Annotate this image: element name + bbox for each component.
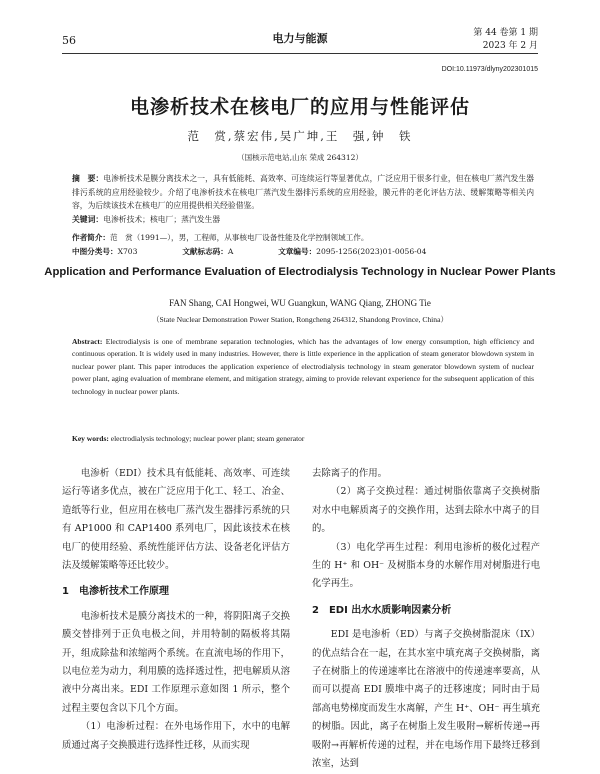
header-rule — [62, 53, 538, 54]
title-chinese: 电渗析技术在核电厂的应用与性能评估 — [129, 96, 470, 118]
doc-code-label: 文献标志码： — [182, 247, 228, 256]
body-column-right — [312, 465, 540, 774]
paragraph: EDI 是电渗析（ED）与离子交换树脂混床（IX）的优点结合在一起，在其水室中填充离子交换树脂，离子在树脂上的传递速率比在溶液中的传递速率要高，从而可以提高 EDI 膜堆中离子的迁移速度；同时由于局部高电势梯度而发生水离解，产生 H⁺、OH⁻ 再生填充的树脂。因此，离子在树脂上发生吸附→解析传递→再吸附→再解析传递的过程，并在电场作用下最终迁移到浓室，达到 — [312, 629, 540, 770]
clc-label: 中图分类号： — [72, 247, 118, 256]
keywords-en-label: Key words: — [72, 434, 109, 443]
section-heading-1: 1 电渗析技术工作原理 — [62, 586, 169, 598]
title-english: Application and Performance Evaluation of Electrodialysis Technology in Nuclear Power Plants — [44, 266, 556, 278]
affiliation-english: （State Nuclear Demonstration Power Station, Rongcheng 264312, Shandong Province, China） — [151, 315, 449, 324]
doc-code-value: A — [227, 247, 234, 256]
keywords-text: 电渗析技术；核电厂；蒸汽发生器 — [103, 214, 221, 224]
abstract-en-label: Abstract: — [72, 337, 103, 346]
page-number: 56 — [62, 34, 76, 47]
journal-name: 电力与能源 — [272, 32, 328, 45]
author-bio-label: 作者简介： — [72, 233, 110, 242]
paragraph: （3）电化学再生过程：利用电渗析的极化过程产生的 H⁺ 和 OH⁻ 及树脂本身的水解作用对树脂进行电化学再生。 — [312, 541, 540, 590]
authors-english: FAN Shang, CAI Hongwei, WU Guangkun, WANG Qiang, ZHONG Tie — [169, 298, 431, 308]
paragraph: （2）离子交换过程：通过树脂依靠离子交换树脂对水中电解质离子的交换作用，达到去除水中离子的目的。 — [312, 486, 540, 535]
paragraph: 去除离子的作用。 — [312, 468, 388, 479]
author-bio-text: 范 赏（1991—），男，工程师，从事核电厂设备性能及化学控制领域工作。 — [109, 233, 369, 242]
issue-info — [473, 27, 538, 53]
issue-date: 2023 年 2 月 — [482, 41, 538, 51]
paragraph: 电渗析技术是膜分离技术的一种，将阴阳离子交换膜交替排列于正负电极之间，并用特制的隔板将其隔开，组成除盐和浓缩两个系统。在直流电场的作用下，以电位差为动力，利用膜的选择透过性，把电解质从溶液中分离出来。EDI 工作原理示意如图 1 所示，整个过程主要包含以下几个方面。 — [62, 610, 290, 714]
abstract-label: 摘 要： — [72, 174, 104, 183]
keywords-english — [72, 434, 534, 443]
affiliation-chinese: （国核示范电站,山东 荣成 264312） — [237, 153, 363, 162]
article-no-label: 文章编号： — [278, 247, 317, 256]
abstract-en-text: Electrodialysis is one of membrane separation technologies, which has the advantages of low energy consumption, high efficiency and continuous operation. It is widely used in many industries. However, there is little experience in the application of steam generator blowdown system in nuclear power plant. This paper introduces the application experience of electrodialysis technology in steam generator blowdown system of nuclear power plant, aging evaluation of membrane element, and mitigation strategy, aiming to provide relevant experience for the subsequent application of this technology in nuclear power plants. — [72, 337, 535, 396]
classification-line — [72, 246, 534, 257]
body-column-left — [62, 465, 290, 755]
volume-issue: 第 44 卷第 1 期 — [473, 28, 538, 38]
keywords-label: 关键词： — [72, 214, 104, 224]
author-bio — [72, 232, 534, 243]
clc-value: X703 — [117, 247, 138, 256]
doi[interactable]: DOI:10.11973/dlyny202301015 — [441, 66, 538, 73]
abstract-chinese — [72, 172, 534, 226]
section-heading-2: 2 EDI 出水水质影响因素分析 — [312, 604, 452, 616]
paragraph: （1）电渗析过程：在外电场作用下，水中的电解质通过离子交换膜进行选择性迁移，从而实现 — [62, 721, 290, 751]
authors-chinese: 范 赏,蔡宏伟,吴广坤,王 强,钟 铁 — [187, 129, 413, 143]
article-no-value: 2095-1256(2023)01-0056-04 — [316, 247, 427, 256]
paragraph: 电渗析（EDI）技术具有低能耗、高效率、可连续运行等诸多优点，被在广泛应用于化工、轻工、冶金、造纸等行业，但应用在核电厂蒸汽发生器排污系统的只有 AP1000 和 CAP1400 系列电厂，因此该技术在核电厂的使用经验、系统性能评估方法、设备老化评估方法及缓解策略等还比较少。 — [62, 468, 290, 572]
abstract-english — [72, 336, 534, 398]
abstract-text: 电渗析技术是膜分离技术之一，具有低能耗、高效率、可连续运行等显著优点，广泛应用于很多行业，但在核电厂蒸汽发生器排污系统的应用经验较少。介绍了电渗析技术在核电厂蒸汽发生器排污系统的应用经验，膜元件的老化评估方法、缓解策略等相关内容，为后续该技术在核电厂的应用提供相关经验借鉴。 — [72, 174, 534, 211]
keywords-en-text: electrodialysis technology; nuclear power plant; steam generator — [110, 434, 305, 443]
